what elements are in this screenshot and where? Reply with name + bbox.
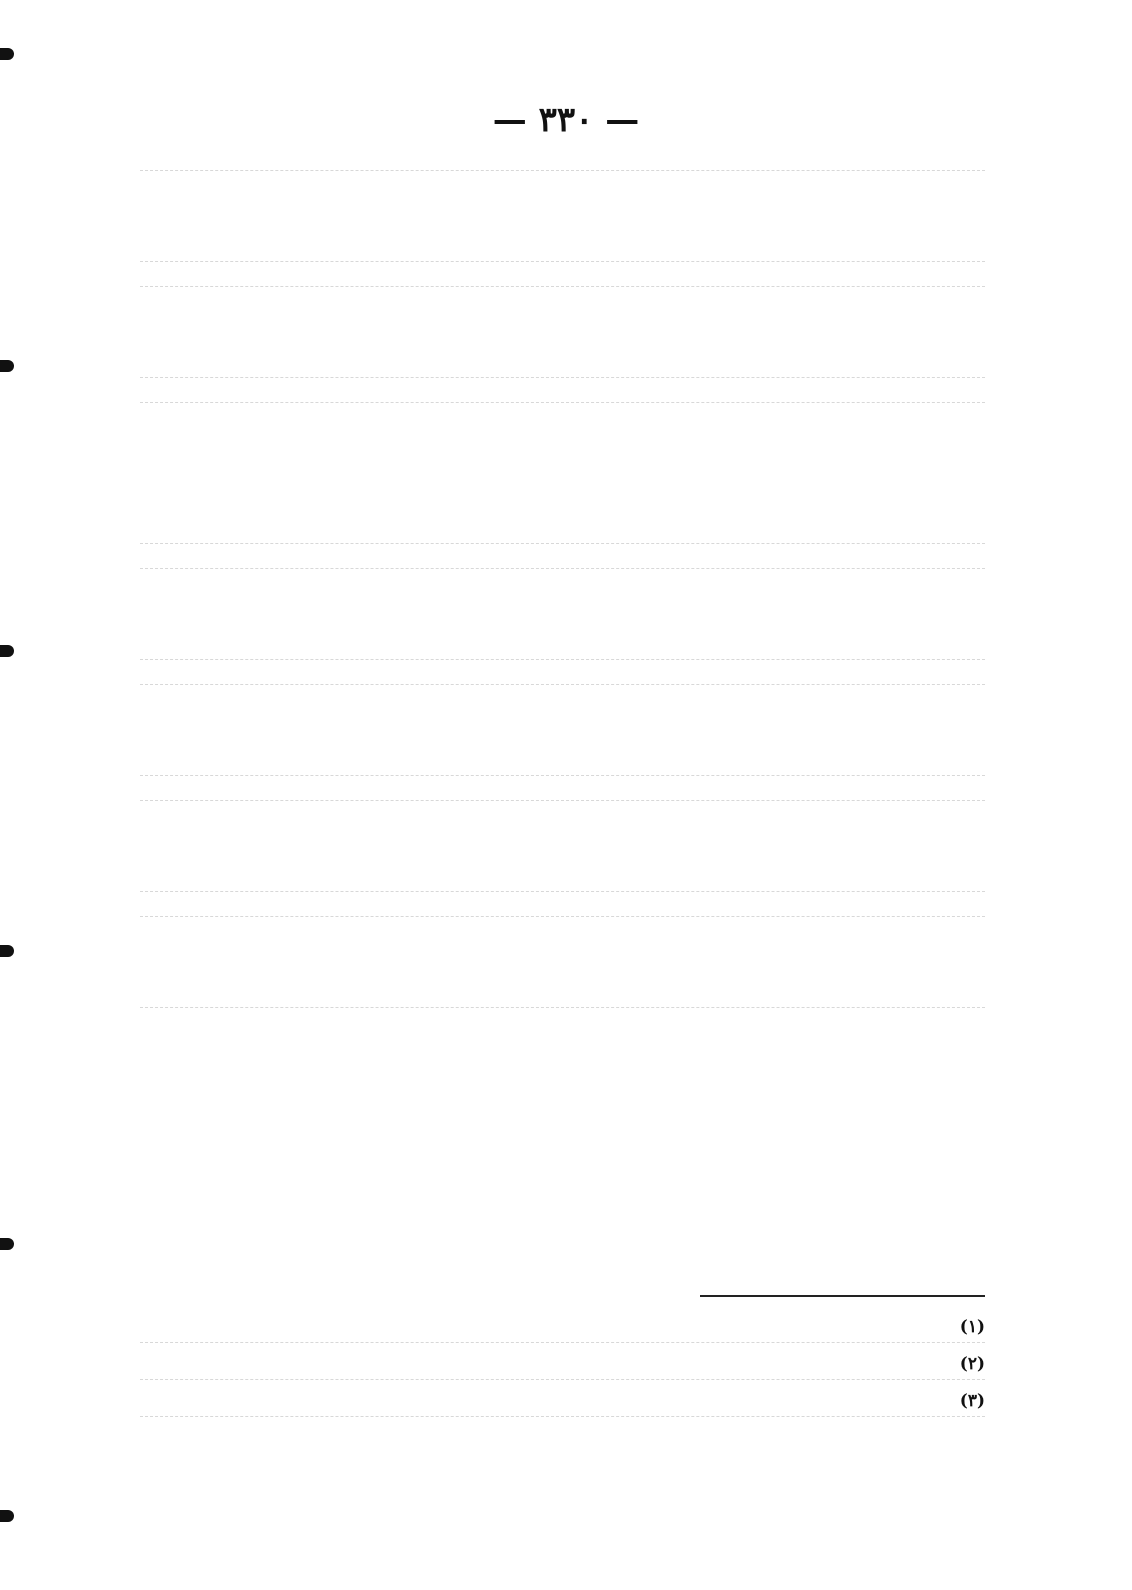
margin-mark — [0, 360, 14, 372]
margin-mark — [0, 48, 14, 60]
margin-mark — [0, 945, 14, 957]
paragraph — [140, 286, 985, 378]
margin-mark — [0, 1510, 14, 1522]
paragraph — [140, 568, 985, 660]
footnote-number: (١) — [959, 1317, 985, 1337]
body-text — [140, 170, 985, 1032]
footnote-rule — [700, 1295, 985, 1297]
footnote — [140, 1312, 985, 1343]
page-number: — ٣٣٠ — — [492, 100, 640, 140]
footnote — [140, 1349, 985, 1380]
footnote-number: (٣) — [959, 1391, 985, 1411]
footnote — [140, 1386, 985, 1417]
paragraph — [140, 402, 985, 544]
paragraph — [140, 684, 985, 776]
paragraph — [140, 800, 985, 892]
margin-mark — [0, 645, 14, 657]
footnotes — [140, 1312, 985, 1423]
paragraph — [140, 916, 985, 1008]
paragraph — [140, 170, 985, 262]
margin-mark — [0, 1238, 14, 1250]
footnote-number: (٢) — [959, 1354, 985, 1374]
